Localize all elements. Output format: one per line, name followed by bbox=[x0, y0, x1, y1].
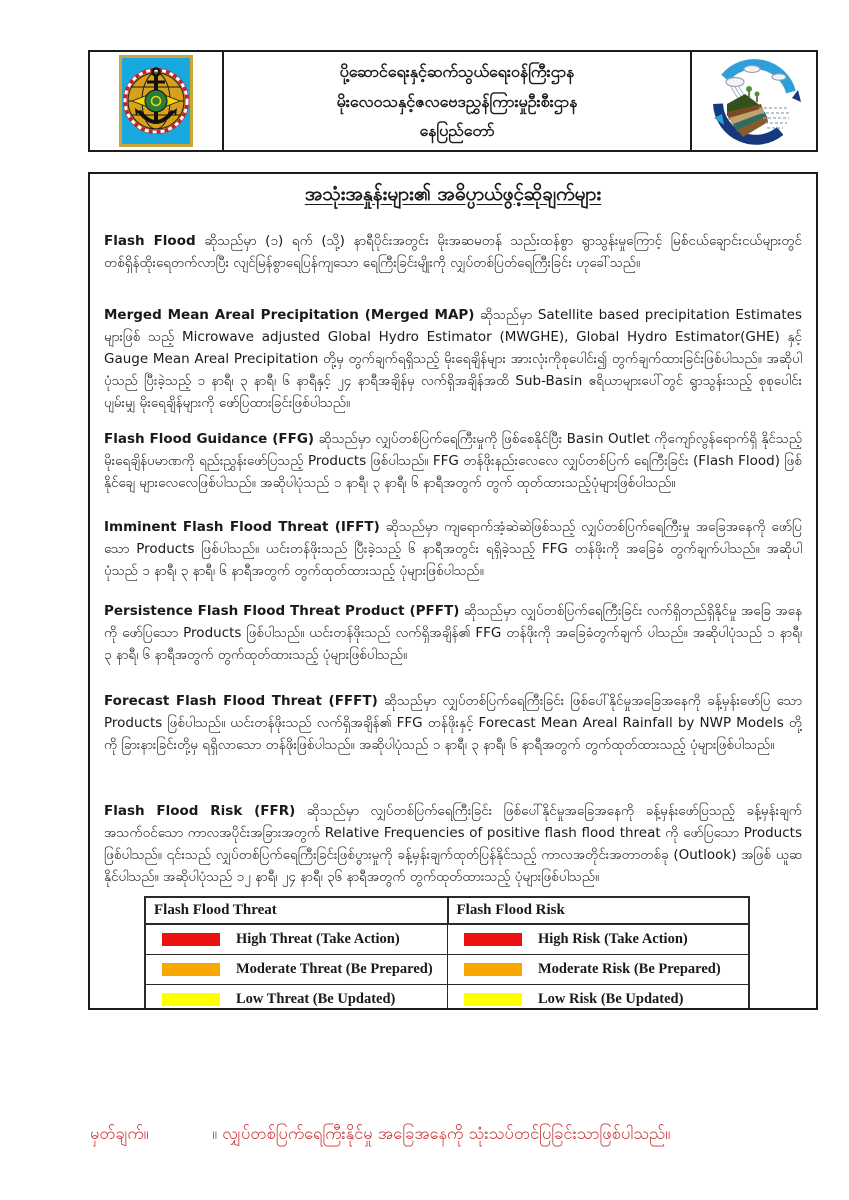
table-header-row bbox=[145, 897, 749, 924]
term-label: Flash Flood Risk (FFR) bbox=[104, 803, 296, 819]
note-text: ။ လျှပ်တစ်ပြက်ရေကြီးနိုင်မှု အခြေအနေကို သုံးသပ်တင်ပြခြင်းသာဖြစ်ပါသည်။ bbox=[212, 1124, 671, 1143]
page-title: အသုံးအနှုန်းများ၏ အဓိပ္ပာယ်ဖွင့်ဆိုချက်များ bbox=[304, 183, 602, 205]
dmh-logo-cell bbox=[692, 52, 816, 150]
definition-body: ဆိုသည်မှာ (၁) ရက် (သို့) နာရီပိုင်းအတွင်း မိုးအဆမတန် သည်းထန်စွာ ရွာသွန်းမှုကြောင့် မြစ်ငယ်ချောင်းငယ်များတွင် တစ်ရှိန်ထိုးရေတက်လာပြီး လျင်မြန်စွာရေပြန်ကျသော ရေကြီးခြင်းမျိုးကို လျှပ်တစ်ပြတ်ရေကြီးခြင်း ဟုခေါ်သည်။ bbox=[104, 233, 802, 271]
definition-ffft bbox=[104, 690, 802, 800]
definition-flash-flood bbox=[104, 230, 802, 304]
definition-ffr bbox=[104, 800, 802, 896]
ministry-logo-cell bbox=[90, 52, 224, 150]
term-label: Forecast Flash Flood Threat (FFFT) bbox=[104, 693, 378, 709]
term-label: Merged Mean Areal Precipitation (Merged MAP) bbox=[104, 307, 475, 323]
table-row-low bbox=[145, 985, 749, 1011]
high-threat-label: High Threat (Take Action) bbox=[236, 931, 400, 947]
table-row-high bbox=[145, 924, 749, 955]
high-risk-label: High Risk (Take Action) bbox=[538, 931, 688, 947]
definition-body: ဆိုသည်မှာ လျှပ်တစ်ပြက်ရေကြီးခြင်း ဖြစ်ပေါ်နိုင်မှုအခြေအနေကို ခန့်မှန်းဖော်ပြသည့် ခန့်မှန်းချက် အသက်ဝင်သော ကာလအပိုင်းအခြားအတွက် Relative Frequencies of positive flash flood threat ကို ဖော်ပြသော Products ဖြစ်ပါသည်။ ၎င်းသည် လျှပ်တစ်ပြက်ရေကြီးခြင်းဖြစ်ပွားမှုကို ခန့်မှန်းချက်ထုတ်ပြန်နိုင်သည့် ကာလအတိုင်းအတာတစ်ခု (Outlook) အဖြစ် ယူဆနိုင်ပါသည်။ အဆိုပါပုံသည် ၁၂ နာရီ၊ ၂၄ နာရီ၊ ၃၆ နာရီအတွက် တွက်ထုတ်ထားသည့် ပုံများဖြစ်ပါသည်။ bbox=[104, 803, 802, 885]
low-threat-color-swatch bbox=[162, 993, 220, 1006]
department-name: မိုးလေဝသနှင့်ဇလဗေဒညွှန်ကြားမှုဦးစီးဌာန bbox=[336, 91, 578, 111]
definition-pfft bbox=[104, 600, 802, 690]
moderate-risk-color-swatch bbox=[464, 963, 522, 976]
low-threat-label: Low Threat (Be Updated) bbox=[236, 991, 396, 1007]
definition-body: ဆိုသည်မှာ လျှပ်တစ်ပြက်ရေကြီးမှုကို ဖြစ်စေနိုင်ပြီး Basin Outlet ကိုကျော်လွန်ရောက်ရှိ နိုင်သည့် မိုးရေချိန်ပမာဏကို ရည်းညွှန်းဖော်ပြသည့် Products ဖြစ်ပါသည်။ FFG တန်ဖိုးနည်းလေလေ လျှပ်တစ်ပြက် ရေကြီးခြင်း (Flash Flood) ဖြစ်နိုင်ချေ များလေလေဖြစ်ပါသည်။ အဆိုပါပုံသည် ၁ နာရီ၊ ၃ နာရီ၊ ၆ နာရီအတွက် တွက် ထုတ်ထားသည့်ပုံများဖြစ်ပါသည်။ bbox=[104, 431, 802, 491]
term-label: Imminent Flash Flood Threat (IFFT) bbox=[104, 519, 380, 535]
risk-column-header: Flash Flood Risk bbox=[448, 897, 750, 924]
term-label: Flash Flood bbox=[104, 233, 196, 249]
moderate-threat-label: Moderate Threat (Be Prepared) bbox=[236, 961, 433, 977]
letterhead-text bbox=[224, 52, 692, 150]
definition-body: ဆိုသည်မှာ ကျရောက်အံ့ဆဲဆဲဖြစ်သည့် လျှပ်တစ်ပြက်ရေကြီးမှု အခြေအနေကို ဖော်ပြသော Products ဖြစ်ပါသည်။ ယင်းတန်ဖိုးသည် ပြီးခဲ့သည့် ၆ နာရီအတွင်း ရရှိခဲ့သည့် FFG တန်ဖိုးကို အခြေခံ တွက်ချက်ပါသည်။ အဆိုပါပုံသည် ၁ နာရီ၊ ၃ နာရီ၊ ၆ နာရီအတွက် တွက်ထုတ်ထားသည့် ပုံများဖြစ်ပါသည်။ bbox=[104, 519, 802, 579]
definition-body: ဆိုသည်မှာ လျှပ်တစ်ပြက်ရေကြီးခြင်း လက်ရှိတည်ရှိနိုင်မှု အခြေ အနေကို ဖော်ပြသော Products ဖြစ်ပါသည်။ ယင်းတန်ဖိုးသည် လက်ရှိအချိန်၏ FFG တန်ဖိုးကို အခြေခံတွက်ချက် ပါသည်။ အဆိုပါပုံသည် ၁ နာရီ၊ ၃ နာရီ၊ ၆ နာရီအတွက် တွက်ထုတ်ထားသည့် ပုံများဖြစ်ပါသည်။ bbox=[104, 603, 802, 663]
threat-risk-table bbox=[144, 896, 750, 1010]
moderate-threat-color-swatch bbox=[162, 963, 220, 976]
city-name: နေပြည်တော် bbox=[419, 121, 495, 141]
definition-ffg bbox=[104, 428, 802, 516]
table-row-moderate bbox=[145, 955, 749, 985]
definitions-section bbox=[88, 172, 818, 1010]
note-label: မှတ်ချက်။ bbox=[90, 1124, 149, 1143]
definition-merged-map bbox=[104, 304, 802, 428]
definition-body: ဆိုသည်မှာ လျှပ်တစ်ပြက်ရေကြီးခြင်း ဖြစ်ပေါ်နိုင်မှုအခြေအနေကို ခန့်မှန်းဖော်ပြ သော Products ဖြစ်ပါသည်။ ယင်းတန်ဖိုးသည် လက်ရှိအချိန်၏ FFG တန်ဖိုးနှင့် Forecast Mean Areal Rainfall by NWP Models တို့ကို ခြားနားခြင်းတို့မှ ရရှိလာသော တန်ဖိုးဖြစ်ပါသည်။ အဆိုပါပုံသည် ၁ နာရီ၊ ၃ နာရီ၊ ၆ နာရီအတွက် တွက်ထုတ်ထားသည့် ပုံများဖြစ်ပါသည်။ bbox=[104, 693, 802, 753]
threat-column-header: Flash Flood Threat bbox=[145, 897, 448, 924]
ministry-name: ပို့ဆောင်ရေးနှင့်ဆက်သွယ်ရေးဝန်ကြီးဌာန bbox=[339, 62, 575, 81]
footnote bbox=[90, 1124, 790, 1148]
low-risk-color-swatch bbox=[464, 993, 522, 1006]
moderate-risk-label: Moderate Risk (Be Prepared) bbox=[538, 961, 721, 977]
definition-ifft bbox=[104, 516, 802, 600]
letterhead bbox=[88, 50, 818, 152]
low-risk-label: Low Risk (Be Updated) bbox=[538, 991, 684, 1007]
dmh-water-cycle-logo-icon bbox=[705, 52, 803, 150]
high-risk-color-swatch bbox=[464, 933, 522, 946]
ministry-of-transport-logo-icon bbox=[119, 55, 193, 147]
term-label: Persistence Flash Flood Threat Product (PFFT) bbox=[104, 603, 460, 619]
high-threat-color-swatch bbox=[162, 933, 220, 946]
term-label: Flash Flood Guidance (FFG) bbox=[104, 431, 315, 447]
definition-body: ဆိုသည်မှာ Satellite based precipitation Estimates များဖြစ် သည့် Microwave adjusted Global Hydro Estimator (MWGHE), Global Hydro Estimator(GHE) နှင့် Gauge Mean Areal Precipitation တို့မှ တွက်ချက်ရရှိသည့် မိုးရေချိန်များ အားလုံးကိုစုပေါင်း၍ တွက်ချက်ထားခြင်းဖြစ်ပါသည်။ အဆိုပါ ပုံသည် ပြီးခဲ့သည့် ၁ နာရီ၊ ၃ နာရီ၊ ၆ နာရီနှင့် ၂၄ နာရီအချိန်မှ လက်ရှိအချိန်အထိ Sub-Basin ဧရိယာများပေါ်တွင် ရွာသွန်းသည့် စုစုပေါင်း ပျမ်းမျှ မိုးရေချိန်များကို ဖော်ပြထားခြင်းဖြစ်ပါသည်။ bbox=[104, 307, 802, 411]
